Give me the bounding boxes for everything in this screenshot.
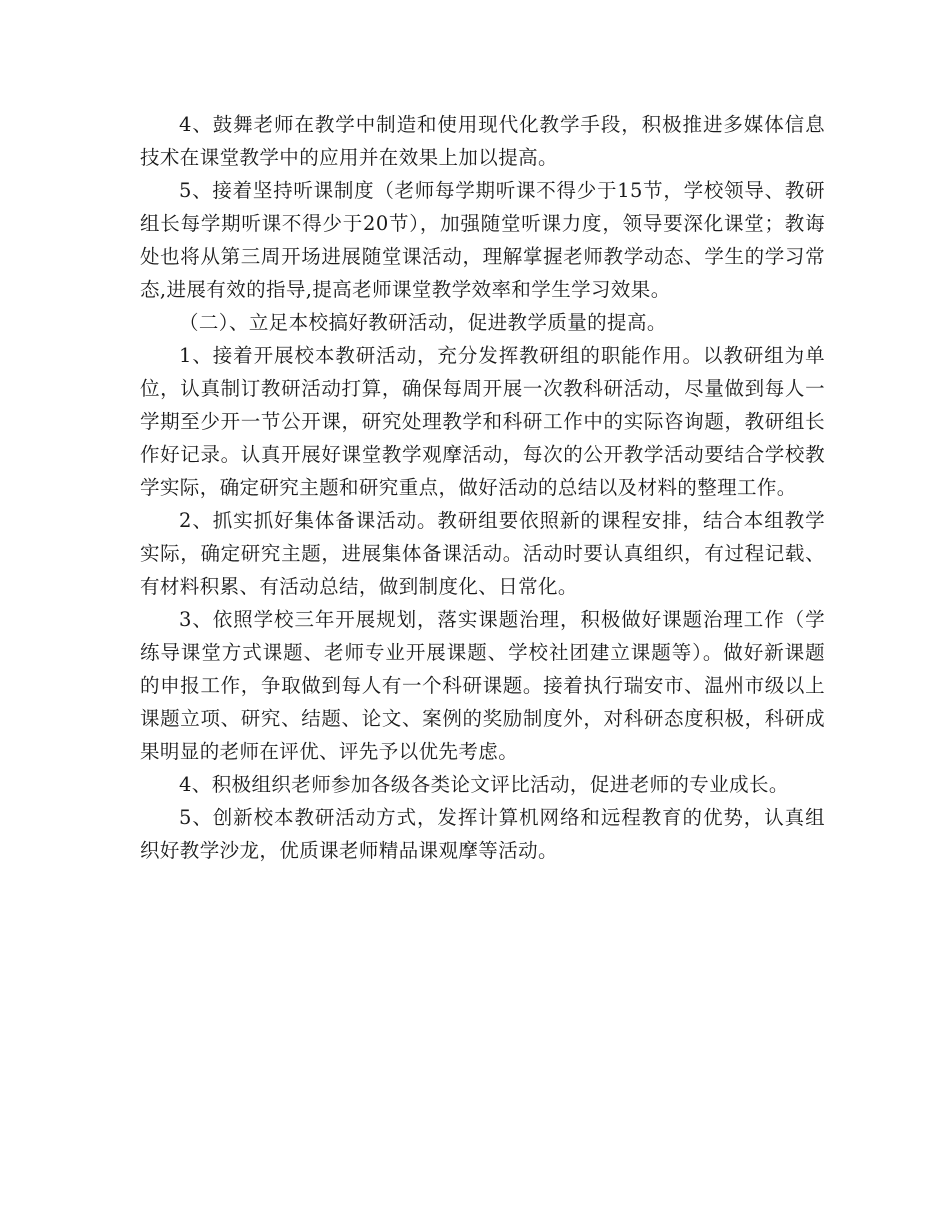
section-heading-teaching-research: （二）、立足本校搞好教研活动，促进教学质量的提高。 bbox=[179, 311, 667, 334]
paragraph-item-5-lesson-observation: 5、接着坚持听课制度（老师每学期听课不得少于15节，学校领导、教研组长每学期听课不得少于20节），加强随堂听课力度，领导要深化课堂；教诲处也将从第三周开场进展随堂课活动，理解掌握老师教学动态、学生的学习常态,进展有效的指导,提高老师课堂教学效率和学生学习效果。 bbox=[140, 179, 825, 301]
paragraph-item-4-paper-contests: 4、积极组织老师参加各级各类论文评比活动，促进老师的专业成长。 bbox=[179, 773, 789, 796]
document-body bbox=[140, 108, 825, 867]
paragraph-item-5-innovation: 5、创新校本教研活动方式，发挥计算机网络和远程教育的优势，认真组织好教学沙龙，优质课老师精品课观摩等活动。 bbox=[140, 806, 825, 862]
paragraph-item-1-school-research: 1、接着开展校本教研活动，充分发挥教研组的职能作用。以教研组为单位，认真制订教研活动打算，确保每周开展一次教科研活动，尽量做到每人一学期至少开一节公开课，研究处理教学和科研工作中的实际咨询题，教研组长作好记录。认真开展好课堂教学观摩活动，每次的公开教学活动要结合学校教学实际，确定研究主题和研究重点，做好活动的总结以及材料的整理工作。 bbox=[140, 344, 825, 499]
paragraph-item-2-collective-prep: 2、抓实抓好集体备课活动。教研组要依照新的课程安排，结合本组教学实际，确定研究主题，进展集体备课活动。活动时要认真组织，有过程记载、有材料积累、有活动总结，做到制度化、日常化。 bbox=[140, 509, 825, 598]
paragraph-item-3-research-topics: 3、依照学校三年开展规划，落实课题治理，积极做好课题治理工作（学练导课堂方式课题、老师专业开展课题、学校社团建立课题等）。做好新课题的申报工作，争取做到每人有一个科研课题。接着执行瑞安市、温州市级以上课题立项、研究、结题、论文、案例的奖励制度外，对科研态度积极，科研成果明显的老师在评优、评先予以优先考虑。 bbox=[140, 608, 825, 763]
paragraph-item-4-media: 4、鼓舞老师在教学中制造和使用现代化教学手段，积极推进多媒体信息技术在课堂教学中的应用并在效果上加以提高。 bbox=[140, 113, 825, 169]
